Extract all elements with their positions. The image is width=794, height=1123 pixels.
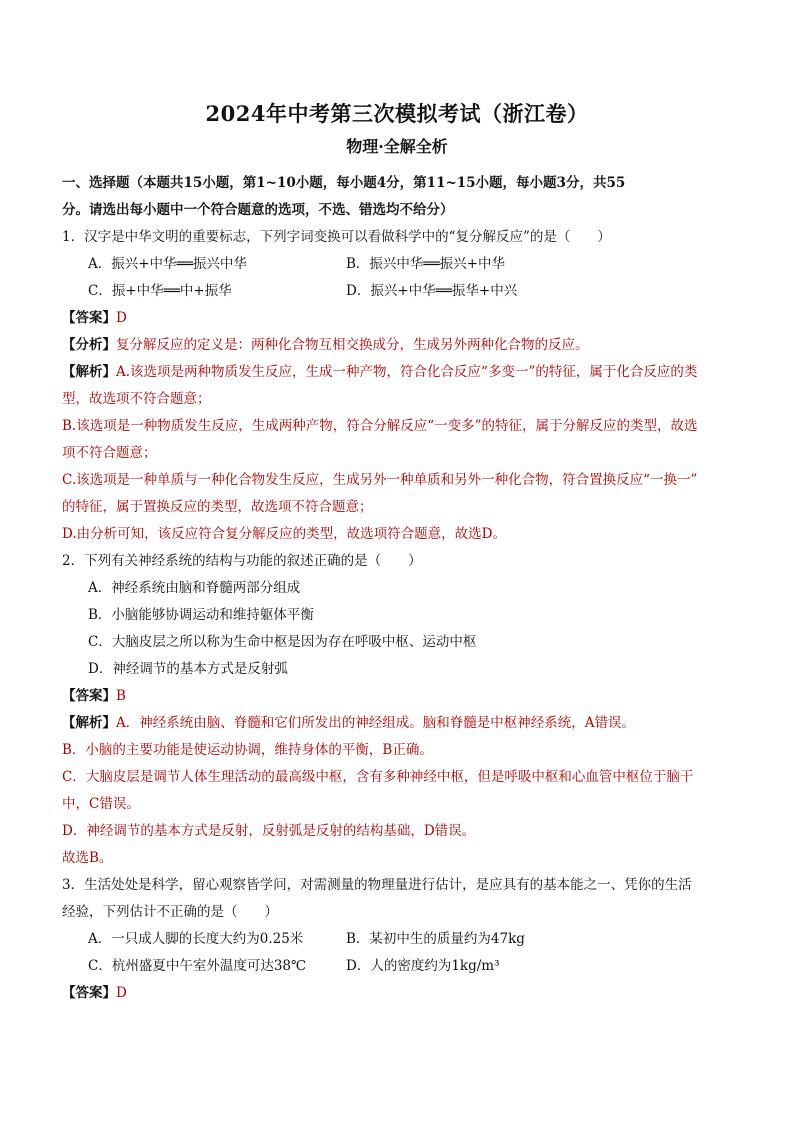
q2-option-a: A．神经系统由脑和脊髓两部分组成 xyxy=(88,580,301,596)
q1-options-row-2 xyxy=(62,278,737,305)
q3-answer-value: D xyxy=(116,985,127,1001)
q1-options-row-1 xyxy=(62,251,737,278)
q3-option-b: B．某初中生的质量约为47kg xyxy=(346,931,525,947)
q2-exp-d: D．神经调节的基本方式是反射，反射弧是反射的结构基础，D错误。 xyxy=(62,823,476,839)
q2-explanation-a xyxy=(62,710,737,737)
q1-analysis xyxy=(62,332,737,359)
document-body xyxy=(62,170,737,1007)
q2-exp-a: A．神经系统由脑、脊髓和它们所发出的神经组成。脑和脊髓是中枢神经系统，A错误。 xyxy=(116,715,635,731)
page-title: 2024年中考第三次模拟考试（浙江卷） xyxy=(205,101,589,126)
q2-exp-c1: C．大脑皮层是调节人体生理活动的最高级中枢，含有多种神经中枢，但是呼吸中枢和心血管中枢位于脑干 xyxy=(62,769,694,785)
q1-exp-b1: B.该选项是一种物质发生反应，生成两种产物，符合分解反应“一变多”的特征，属于分解反应的类型，故选 xyxy=(62,418,698,434)
q2-answer xyxy=(62,683,737,710)
q2-exp-c2: 中，C错误。 xyxy=(62,796,140,812)
q1-exp-c2: 的特征，属于置换反应的类型，故选项不符合题意； xyxy=(62,499,373,515)
q1-exp-b2: 项不符合题意； xyxy=(62,445,157,461)
explanation-tag: 【解析】 xyxy=(62,715,116,731)
section-heading-line-2: 分。请选出每小题中一个符合题意的选项，不选、错选均不给分） xyxy=(62,202,454,218)
q1-explanation-a-line-1 xyxy=(62,359,737,386)
q1-exp-d: D.由分析可知，该反应符合复分解反应的类型，故选项符合题意，故选D。 xyxy=(62,526,506,542)
q2-option-b: B．小脑能够协调运动和维持躯体平衡 xyxy=(88,607,314,623)
q1-option-a: A．振兴+中华══振兴中华 xyxy=(88,256,247,272)
q1-exp-a2: 型，故选项不符合题意； xyxy=(62,391,211,407)
q1-answer xyxy=(62,305,737,332)
q1-analysis-text: 复分解反应的定义是：两种化合物互相交换成分，生成另外两种化合物的反应。 xyxy=(116,337,589,353)
answer-tag: 【答案】 xyxy=(62,985,116,1001)
section-heading-line-1: 一、选择题（本题共15小题，第1~10小题，每小题4分，第11~15小题，每小题3分，共55 xyxy=(62,175,626,191)
q2-answer-value: B xyxy=(116,688,126,704)
q1-option-b: B．振兴中华══振兴+中华 xyxy=(346,256,505,272)
q1-exp-a1: A.该选项是两种物质发生反应，生成一种产物，符合化合反应“多变一”的特征，属于化合反应的类 xyxy=(116,364,698,380)
q1-stem: 1．汉字是中华文明的重要标志，下列字词变换可以看做科学中的“复分解反应”的是（ ） xyxy=(62,229,611,245)
analysis-tag: 【分析】 xyxy=(62,337,116,353)
q3-option-a: A．一只成人脚的长度大约为0.25米 xyxy=(88,931,304,947)
q1-answer-value: D xyxy=(116,310,127,326)
answer-tag: 【答案】 xyxy=(62,310,116,326)
q3-option-d: D．人的密度约为1kg/m³ xyxy=(346,958,500,974)
q2-option-d: D．神经调节的基本方式是反射弧 xyxy=(88,661,288,677)
q3-options-row-2 xyxy=(62,953,737,980)
page-subtitle: 物理·全解全析 xyxy=(346,137,448,156)
explanation-tag: 【解析】 xyxy=(62,364,116,380)
q1-option-c: C．振+中华══中+振华 xyxy=(88,283,232,299)
q3-stem-line-1: 3．生活处处是科学，留心观察皆学问，对需测量的物理量进行估计，是应具有的基本能之一、凭你的生活 xyxy=(62,877,692,893)
q2-stem: 2．下列有关神经系统的结构与功能的叙述正确的是（ ） xyxy=(62,553,422,569)
q1-option-d: D．振兴+中华══振华+中兴 xyxy=(346,283,518,299)
q2-conclusion: 故选B。 xyxy=(62,850,113,866)
q3-options-row-1 xyxy=(62,926,737,953)
q2-option-c: C．大脑皮层之所以称为生命中枢是因为存在呼吸中枢、运动中枢 xyxy=(88,634,477,650)
q3-stem-line-2: 经验，下列估计不正确的是（ ） xyxy=(62,904,278,920)
answer-tag: 【答案】 xyxy=(62,688,116,704)
q3-option-c: C．杭州盛夏中午室外温度可达38℃ xyxy=(88,958,307,974)
q1-exp-c1: C.该选项是一种单质与一种化合物发生反应，生成另外一种单质和另外一种化合物，符合置换反应“一换一” xyxy=(62,472,698,488)
q2-exp-b: B．小脑的主要功能是使运动协调，维持身体的平衡，B正确。 xyxy=(62,742,433,758)
q3-answer xyxy=(62,980,737,1007)
